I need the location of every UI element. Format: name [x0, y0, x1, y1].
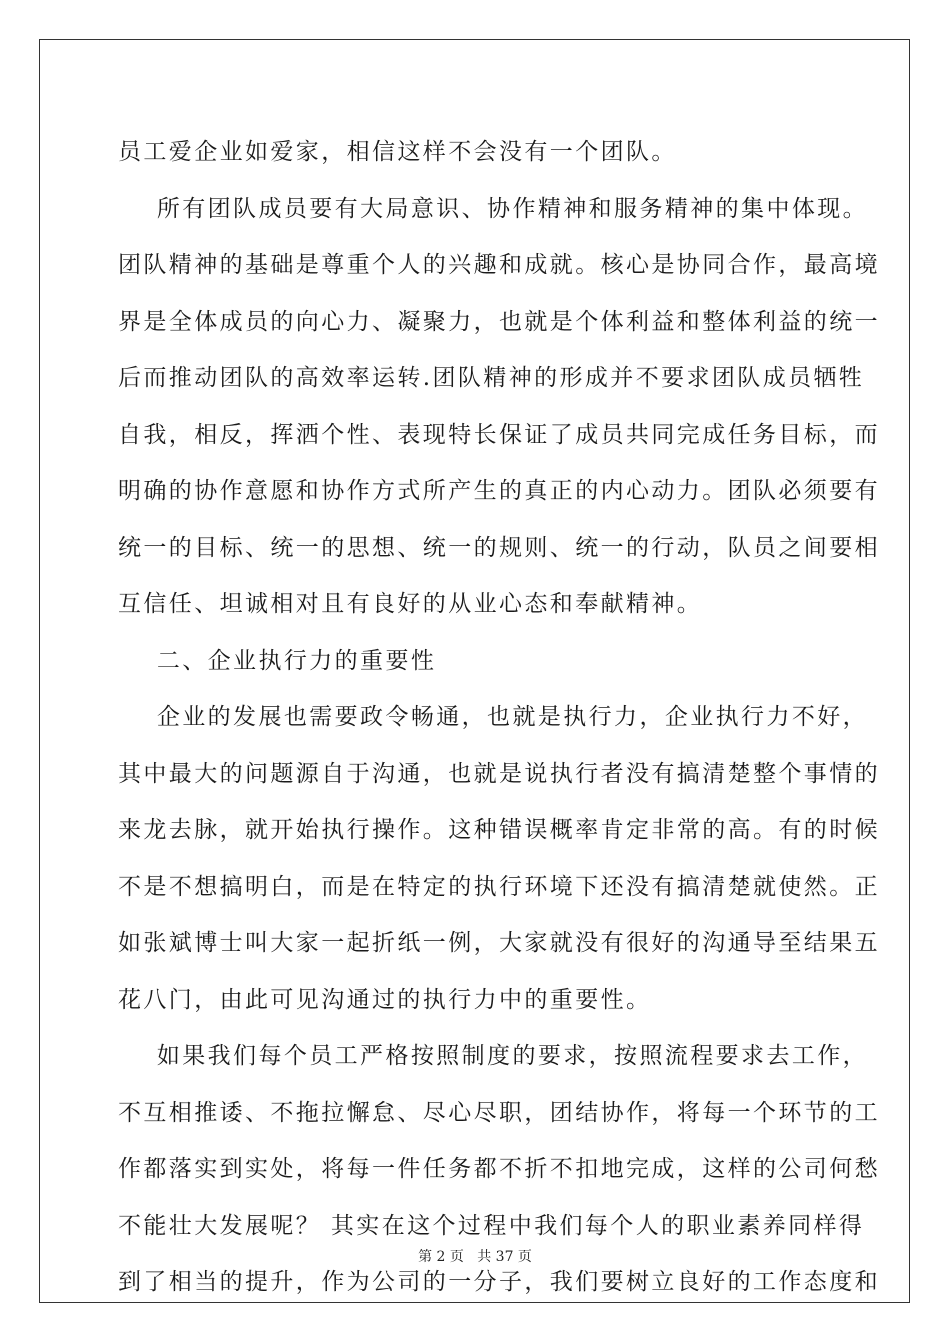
- text-line: 界是全体成员的向心力、凝聚力，也就是个体利益和整体利益的统一: [118, 308, 880, 335]
- page-number: 第 2 页 共 37 页: [418, 1249, 532, 1265]
- text-line: 所有团队成员要有大局意识、协作精神和服务精神的集中体现。: [118, 195, 869, 222]
- text-line: 员工爱企业如爱家，相信这样不会没有一个团队。: [118, 139, 677, 165]
- text-line: 其中最大的问题源自于沟通，也就是说执行者没有搞清楚整个事情的: [118, 760, 880, 787]
- text-line: 不互相推诿、不拖拉懈怠、尽心尽职，团结协作，将每一个环节的工: [118, 1099, 880, 1126]
- text-line: 不是不想搞明白，而是在特定的执行环境下还没有搞清楚就使然。正: [118, 873, 880, 900]
- document-body: [118, 124, 880, 1311]
- text-line: 作都落实到实处，将每一件任务都不折不扣地完成，这样的公司何愁: [118, 1156, 880, 1182]
- text-line: 后而推动团队的高效率运转.团队精神的形成并不要求团队成员牺牲: [118, 365, 865, 391]
- text-line: 统一的目标、统一的思想、统一的规则、统一的行动，队员之间要相: [118, 534, 880, 561]
- text-line: 互信任、坦诚相对且有良好的从业心态和奉献精神。: [118, 591, 703, 617]
- text-line: 到了相当的提升，作为公司的一分子，我们要树立良好的工作态度和: [118, 1269, 880, 1295]
- text-line: 自我，相反，挥洒个性、表现特长保证了成员共同完成任务目标，而: [118, 421, 880, 448]
- text-line: 不能壮大发展呢？ 其实在这个过程中我们每个人的职业素养同样得: [118, 1212, 865, 1239]
- text-line: 团队精神的基础是尊重个人的兴趣和成就。核心是协同合作，最高境: [118, 252, 880, 278]
- text-line: 明确的协作意愿和协作方式所产生的真正的内心动力。团队必须要有: [118, 478, 880, 504]
- text-line: 如果我们每个员工严格按照制度的要求，按照流程要求去工作，: [118, 1043, 869, 1069]
- text-line: 来龙去脉，就开始执行操作。这种错误概率肯定非常的高。有的时候: [118, 817, 880, 843]
- text-line: 企业的发展也需要政令畅通，也就是执行力，企业执行力不好，: [118, 704, 869, 730]
- section-heading: 二、企业执行力的重要性: [118, 647, 437, 674]
- text-line: 花八门，由此可见沟通过的执行力中的重要性。: [118, 986, 652, 1013]
- text-line: 如张斌博士叫大家一起折纸一例，大家就没有很好的沟通导至结果五: [118, 930, 880, 956]
